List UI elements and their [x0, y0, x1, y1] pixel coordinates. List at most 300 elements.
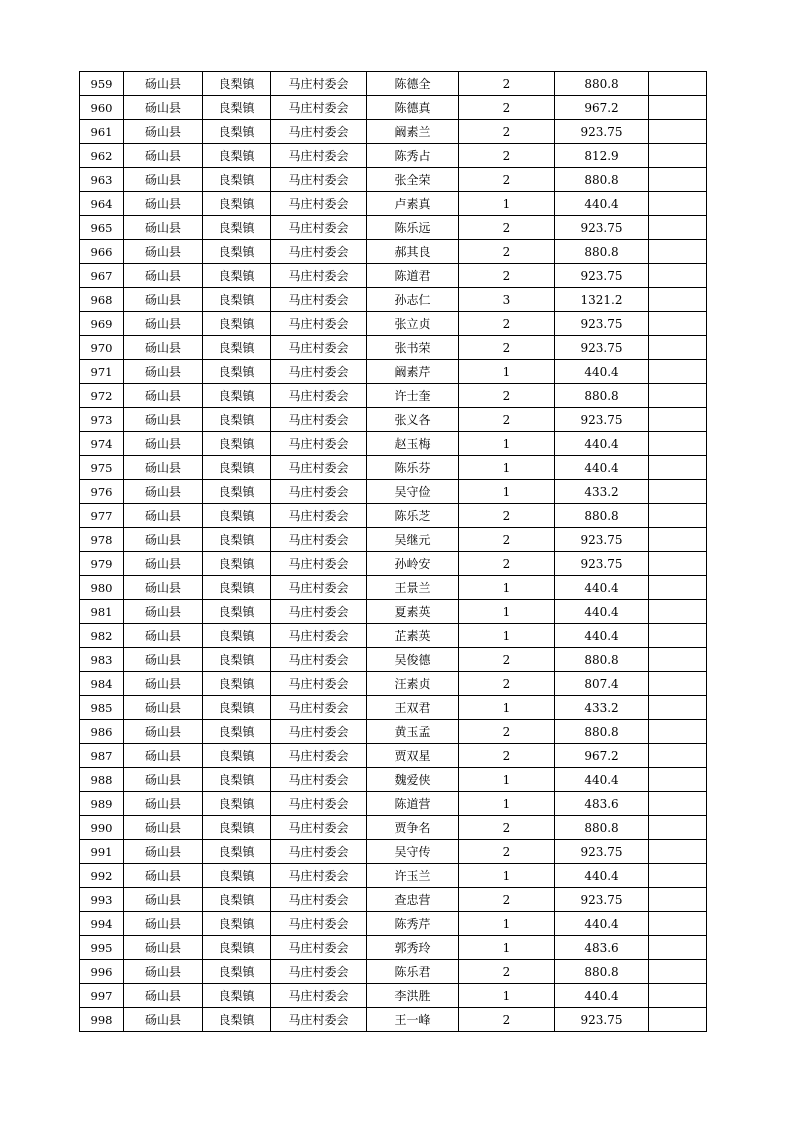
row-number-cell: 970 [80, 336, 124, 360]
county-cell: 砀山县 [124, 120, 203, 144]
amount-cell: 440.4 [555, 360, 649, 384]
amount-cell: 880.8 [555, 816, 649, 840]
town-cell: 良梨镇 [203, 840, 271, 864]
town-cell: 良梨镇 [203, 264, 271, 288]
name-cell: 陈秀占 [367, 144, 459, 168]
table-row [80, 576, 707, 600]
table-row [80, 720, 707, 744]
remark-cell [649, 816, 707, 840]
amount-cell: 440.4 [555, 192, 649, 216]
remark-cell [649, 840, 707, 864]
town-cell: 良梨镇 [203, 96, 271, 120]
amount-cell: 433.2 [555, 696, 649, 720]
household-size-cell: 1 [459, 432, 555, 456]
amount-cell: 923.75 [555, 336, 649, 360]
household-size-cell: 1 [459, 192, 555, 216]
table-row [80, 168, 707, 192]
village-cell: 马庄村委会 [271, 840, 367, 864]
village-cell: 马庄村委会 [271, 264, 367, 288]
county-cell: 砀山县 [124, 672, 203, 696]
village-cell: 马庄村委会 [271, 720, 367, 744]
county-cell: 砀山县 [124, 480, 203, 504]
county-cell: 砀山县 [124, 336, 203, 360]
remark-cell [649, 552, 707, 576]
county-cell: 砀山县 [124, 600, 203, 624]
name-cell: 阚素兰 [367, 120, 459, 144]
town-cell: 良梨镇 [203, 144, 271, 168]
row-number-cell: 979 [80, 552, 124, 576]
name-cell: 许玉兰 [367, 864, 459, 888]
town-cell: 良梨镇 [203, 552, 271, 576]
remark-cell [649, 216, 707, 240]
remark-cell [649, 744, 707, 768]
name-cell: 陈乐芝 [367, 504, 459, 528]
row-number-cell: 964 [80, 192, 124, 216]
name-cell: 郭秀玲 [367, 936, 459, 960]
name-cell: 芷素英 [367, 624, 459, 648]
village-cell: 马庄村委会 [271, 816, 367, 840]
name-cell: 吴继元 [367, 528, 459, 552]
town-cell: 良梨镇 [203, 744, 271, 768]
remark-cell [649, 336, 707, 360]
name-cell: 陈德全 [367, 72, 459, 96]
table-row [80, 696, 707, 720]
household-size-cell: 1 [459, 600, 555, 624]
village-cell: 马庄村委会 [271, 576, 367, 600]
remark-cell [649, 432, 707, 456]
town-cell: 良梨镇 [203, 168, 271, 192]
town-cell: 良梨镇 [203, 792, 271, 816]
household-size-cell: 2 [459, 1008, 555, 1032]
village-cell: 马庄村委会 [271, 936, 367, 960]
name-cell: 夏素英 [367, 600, 459, 624]
county-cell: 砀山县 [124, 720, 203, 744]
row-number-cell: 966 [80, 240, 124, 264]
amount-cell: 880.8 [555, 504, 649, 528]
amount-cell: 967.2 [555, 96, 649, 120]
village-cell: 马庄村委会 [271, 312, 367, 336]
county-cell: 砀山县 [124, 912, 203, 936]
village-cell: 马庄村委会 [271, 456, 367, 480]
town-cell: 良梨镇 [203, 672, 271, 696]
row-number-cell: 969 [80, 312, 124, 336]
table-row [80, 360, 707, 384]
row-number-cell: 995 [80, 936, 124, 960]
town-cell: 良梨镇 [203, 216, 271, 240]
table-row [80, 240, 707, 264]
amount-cell: 923.75 [555, 552, 649, 576]
remark-cell [649, 720, 707, 744]
county-cell: 砀山县 [124, 408, 203, 432]
amount-cell: 923.75 [555, 216, 649, 240]
row-number-cell: 986 [80, 720, 124, 744]
household-size-cell: 2 [459, 840, 555, 864]
table-row [80, 552, 707, 576]
row-number-cell: 990 [80, 816, 124, 840]
town-cell: 良梨镇 [203, 528, 271, 552]
household-size-cell: 1 [459, 912, 555, 936]
household-size-cell: 2 [459, 816, 555, 840]
amount-cell: 440.4 [555, 576, 649, 600]
county-cell: 砀山县 [124, 744, 203, 768]
remark-cell [649, 360, 707, 384]
row-number-cell: 965 [80, 216, 124, 240]
household-size-cell: 2 [459, 552, 555, 576]
table-row [80, 744, 707, 768]
town-cell: 良梨镇 [203, 120, 271, 144]
table-row [80, 888, 707, 912]
row-number-cell: 993 [80, 888, 124, 912]
row-number-cell: 989 [80, 792, 124, 816]
name-cell: 贾争名 [367, 816, 459, 840]
row-number-cell: 973 [80, 408, 124, 432]
name-cell: 陈乐远 [367, 216, 459, 240]
village-cell: 马庄村委会 [271, 144, 367, 168]
amount-cell: 923.75 [555, 888, 649, 912]
name-cell: 郝其良 [367, 240, 459, 264]
table-row [80, 480, 707, 504]
county-cell: 砀山县 [124, 1008, 203, 1032]
remark-cell [649, 648, 707, 672]
amount-cell: 923.75 [555, 120, 649, 144]
household-size-cell: 1 [459, 360, 555, 384]
amount-cell: 923.75 [555, 408, 649, 432]
row-number-cell: 984 [80, 672, 124, 696]
remark-cell [649, 912, 707, 936]
county-cell: 砀山县 [124, 936, 203, 960]
county-cell: 砀山县 [124, 216, 203, 240]
county-cell: 砀山县 [124, 504, 203, 528]
remark-cell [649, 864, 707, 888]
household-size-cell: 1 [459, 792, 555, 816]
table-row [80, 960, 707, 984]
village-cell: 马庄村委会 [271, 1008, 367, 1032]
name-cell: 王一峰 [367, 1008, 459, 1032]
table-row [80, 624, 707, 648]
remark-cell [649, 696, 707, 720]
remark-cell [649, 408, 707, 432]
town-cell: 良梨镇 [203, 1008, 271, 1032]
name-cell: 陈道君 [367, 264, 459, 288]
amount-cell: 807.4 [555, 672, 649, 696]
county-cell: 砀山县 [124, 792, 203, 816]
village-cell: 马庄村委会 [271, 744, 367, 768]
amount-cell: 483.6 [555, 792, 649, 816]
amount-cell: 440.4 [555, 624, 649, 648]
name-cell: 王景兰 [367, 576, 459, 600]
remark-cell [649, 120, 707, 144]
name-cell: 张书荣 [367, 336, 459, 360]
table-row [80, 72, 707, 96]
household-size-cell: 2 [459, 264, 555, 288]
town-cell: 良梨镇 [203, 576, 271, 600]
county-cell: 砀山县 [124, 624, 203, 648]
village-cell: 马庄村委会 [271, 984, 367, 1008]
table-row [80, 264, 707, 288]
village-cell: 马庄村委会 [271, 792, 367, 816]
village-cell: 马庄村委会 [271, 384, 367, 408]
row-number-cell: 963 [80, 168, 124, 192]
name-cell: 黄玉孟 [367, 720, 459, 744]
town-cell: 良梨镇 [203, 624, 271, 648]
village-cell: 马庄村委会 [271, 192, 367, 216]
name-cell: 张义各 [367, 408, 459, 432]
table-row [80, 672, 707, 696]
name-cell: 孙岭安 [367, 552, 459, 576]
table-row [80, 456, 707, 480]
table-row [80, 312, 707, 336]
row-number-cell: 991 [80, 840, 124, 864]
village-cell: 马庄村委会 [271, 648, 367, 672]
name-cell: 吴俊德 [367, 648, 459, 672]
county-cell: 砀山县 [124, 360, 203, 384]
town-cell: 良梨镇 [203, 192, 271, 216]
remark-cell [649, 192, 707, 216]
amount-cell: 923.75 [555, 1008, 649, 1032]
town-cell: 良梨镇 [203, 648, 271, 672]
remark-cell [649, 504, 707, 528]
name-cell: 查忠营 [367, 888, 459, 912]
town-cell: 良梨镇 [203, 888, 271, 912]
village-cell: 马庄村委会 [271, 480, 367, 504]
table-row [80, 864, 707, 888]
name-cell: 王双君 [367, 696, 459, 720]
row-number-cell: 983 [80, 648, 124, 672]
name-cell: 孙志仁 [367, 288, 459, 312]
row-number-cell: 981 [80, 600, 124, 624]
remark-cell [649, 768, 707, 792]
amount-cell: 440.4 [555, 864, 649, 888]
row-number-cell: 988 [80, 768, 124, 792]
table-row [80, 408, 707, 432]
county-cell: 砀山县 [124, 768, 203, 792]
household-size-cell: 2 [459, 528, 555, 552]
row-number-cell: 962 [80, 144, 124, 168]
name-cell: 魏爱侠 [367, 768, 459, 792]
amount-cell: 923.75 [555, 264, 649, 288]
household-size-cell: 2 [459, 240, 555, 264]
town-cell: 良梨镇 [203, 312, 271, 336]
amount-cell: 433.2 [555, 480, 649, 504]
village-cell: 马庄村委会 [271, 600, 367, 624]
table-row [80, 504, 707, 528]
household-size-cell: 2 [459, 336, 555, 360]
county-cell: 砀山县 [124, 984, 203, 1008]
village-cell: 马庄村委会 [271, 216, 367, 240]
amount-cell: 440.4 [555, 984, 649, 1008]
amount-cell: 923.75 [555, 528, 649, 552]
amount-cell: 440.4 [555, 456, 649, 480]
row-number-cell: 992 [80, 864, 124, 888]
amount-cell: 880.8 [555, 168, 649, 192]
row-number-cell: 974 [80, 432, 124, 456]
table-row [80, 816, 707, 840]
county-cell: 砀山县 [124, 552, 203, 576]
amount-cell: 880.8 [555, 720, 649, 744]
village-cell: 马庄村委会 [271, 168, 367, 192]
row-number-cell: 971 [80, 360, 124, 384]
name-cell: 陈道营 [367, 792, 459, 816]
town-cell: 良梨镇 [203, 864, 271, 888]
town-cell: 良梨镇 [203, 72, 271, 96]
row-number-cell: 982 [80, 624, 124, 648]
county-cell: 砀山县 [124, 840, 203, 864]
name-cell: 阚素芹 [367, 360, 459, 384]
village-cell: 马庄村委会 [271, 72, 367, 96]
name-cell: 许士奎 [367, 384, 459, 408]
village-cell: 马庄村委会 [271, 408, 367, 432]
county-cell: 砀山县 [124, 816, 203, 840]
remark-cell [649, 936, 707, 960]
amount-cell: 967.2 [555, 744, 649, 768]
remark-cell [649, 264, 707, 288]
table-row [80, 648, 707, 672]
town-cell: 良梨镇 [203, 600, 271, 624]
village-cell: 马庄村委会 [271, 696, 367, 720]
village-cell: 马庄村委会 [271, 624, 367, 648]
amount-cell: 1321.2 [555, 288, 649, 312]
village-cell: 马庄村委会 [271, 864, 367, 888]
county-cell: 砀山县 [124, 864, 203, 888]
table-row [80, 432, 707, 456]
village-cell: 马庄村委会 [271, 336, 367, 360]
remark-cell [649, 144, 707, 168]
village-cell: 马庄村委会 [271, 672, 367, 696]
county-cell: 砀山县 [124, 288, 203, 312]
household-size-cell: 2 [459, 504, 555, 528]
household-size-cell: 2 [459, 648, 555, 672]
village-cell: 马庄村委会 [271, 288, 367, 312]
name-cell: 张立贞 [367, 312, 459, 336]
table-row [80, 768, 707, 792]
table-row [80, 840, 707, 864]
town-cell: 良梨镇 [203, 696, 271, 720]
amount-cell: 923.75 [555, 312, 649, 336]
town-cell: 良梨镇 [203, 408, 271, 432]
remark-cell [649, 528, 707, 552]
amount-cell: 880.8 [555, 72, 649, 96]
county-cell: 砀山县 [124, 888, 203, 912]
data-table [79, 71, 707, 1032]
county-cell: 砀山县 [124, 432, 203, 456]
table-row [80, 384, 707, 408]
amount-cell: 440.4 [555, 912, 649, 936]
household-size-cell: 2 [459, 720, 555, 744]
town-cell: 良梨镇 [203, 432, 271, 456]
table-row [80, 336, 707, 360]
household-size-cell: 2 [459, 312, 555, 336]
remark-cell [649, 72, 707, 96]
village-cell: 马庄村委会 [271, 360, 367, 384]
household-size-cell: 3 [459, 288, 555, 312]
table-row [80, 288, 707, 312]
amount-cell: 440.4 [555, 600, 649, 624]
remark-cell [649, 96, 707, 120]
village-cell: 马庄村委会 [271, 960, 367, 984]
household-size-cell: 1 [459, 480, 555, 504]
county-cell: 砀山县 [124, 168, 203, 192]
amount-cell: 880.8 [555, 960, 649, 984]
county-cell: 砀山县 [124, 312, 203, 336]
table-row [80, 528, 707, 552]
remark-cell [649, 576, 707, 600]
village-cell: 马庄村委会 [271, 912, 367, 936]
name-cell: 李洪胜 [367, 984, 459, 1008]
table-row [80, 96, 707, 120]
amount-cell: 440.4 [555, 768, 649, 792]
remark-cell [649, 312, 707, 336]
county-cell: 砀山县 [124, 576, 203, 600]
name-cell: 陈乐芬 [367, 456, 459, 480]
village-cell: 马庄村委会 [271, 504, 367, 528]
county-cell: 砀山县 [124, 240, 203, 264]
household-size-cell: 2 [459, 96, 555, 120]
household-size-cell: 1 [459, 576, 555, 600]
remark-cell [649, 384, 707, 408]
remark-cell [649, 288, 707, 312]
remark-cell [649, 240, 707, 264]
name-cell: 赵玉梅 [367, 432, 459, 456]
name-cell: 陈乐君 [367, 960, 459, 984]
remark-cell [649, 480, 707, 504]
household-size-cell: 2 [459, 408, 555, 432]
row-number-cell: 975 [80, 456, 124, 480]
county-cell: 砀山县 [124, 96, 203, 120]
town-cell: 良梨镇 [203, 816, 271, 840]
remark-cell [649, 600, 707, 624]
remark-cell [649, 792, 707, 816]
town-cell: 良梨镇 [203, 456, 271, 480]
table-row [80, 216, 707, 240]
household-size-cell: 1 [459, 864, 555, 888]
town-cell: 良梨镇 [203, 360, 271, 384]
household-size-cell: 1 [459, 624, 555, 648]
household-size-cell: 2 [459, 120, 555, 144]
row-number-cell: 985 [80, 696, 124, 720]
household-size-cell: 1 [459, 696, 555, 720]
county-cell: 砀山县 [124, 960, 203, 984]
table-row [80, 1008, 707, 1032]
remark-cell [649, 888, 707, 912]
household-size-cell: 1 [459, 984, 555, 1008]
town-cell: 良梨镇 [203, 912, 271, 936]
table-row [80, 792, 707, 816]
village-cell: 马庄村委会 [271, 432, 367, 456]
remark-cell [649, 672, 707, 696]
table-row [80, 120, 707, 144]
town-cell: 良梨镇 [203, 336, 271, 360]
village-cell: 马庄村委会 [271, 768, 367, 792]
household-size-cell: 2 [459, 168, 555, 192]
amount-cell: 440.4 [555, 432, 649, 456]
county-cell: 砀山县 [124, 648, 203, 672]
town-cell: 良梨镇 [203, 384, 271, 408]
row-number-cell: 998 [80, 1008, 124, 1032]
village-cell: 马庄村委会 [271, 96, 367, 120]
county-cell: 砀山县 [124, 192, 203, 216]
town-cell: 良梨镇 [203, 960, 271, 984]
town-cell: 良梨镇 [203, 720, 271, 744]
village-cell: 马庄村委会 [271, 528, 367, 552]
town-cell: 良梨镇 [203, 936, 271, 960]
county-cell: 砀山县 [124, 696, 203, 720]
county-cell: 砀山县 [124, 72, 203, 96]
town-cell: 良梨镇 [203, 288, 271, 312]
town-cell: 良梨镇 [203, 768, 271, 792]
village-cell: 马庄村委会 [271, 120, 367, 144]
name-cell: 张全荣 [367, 168, 459, 192]
row-number-cell: 978 [80, 528, 124, 552]
